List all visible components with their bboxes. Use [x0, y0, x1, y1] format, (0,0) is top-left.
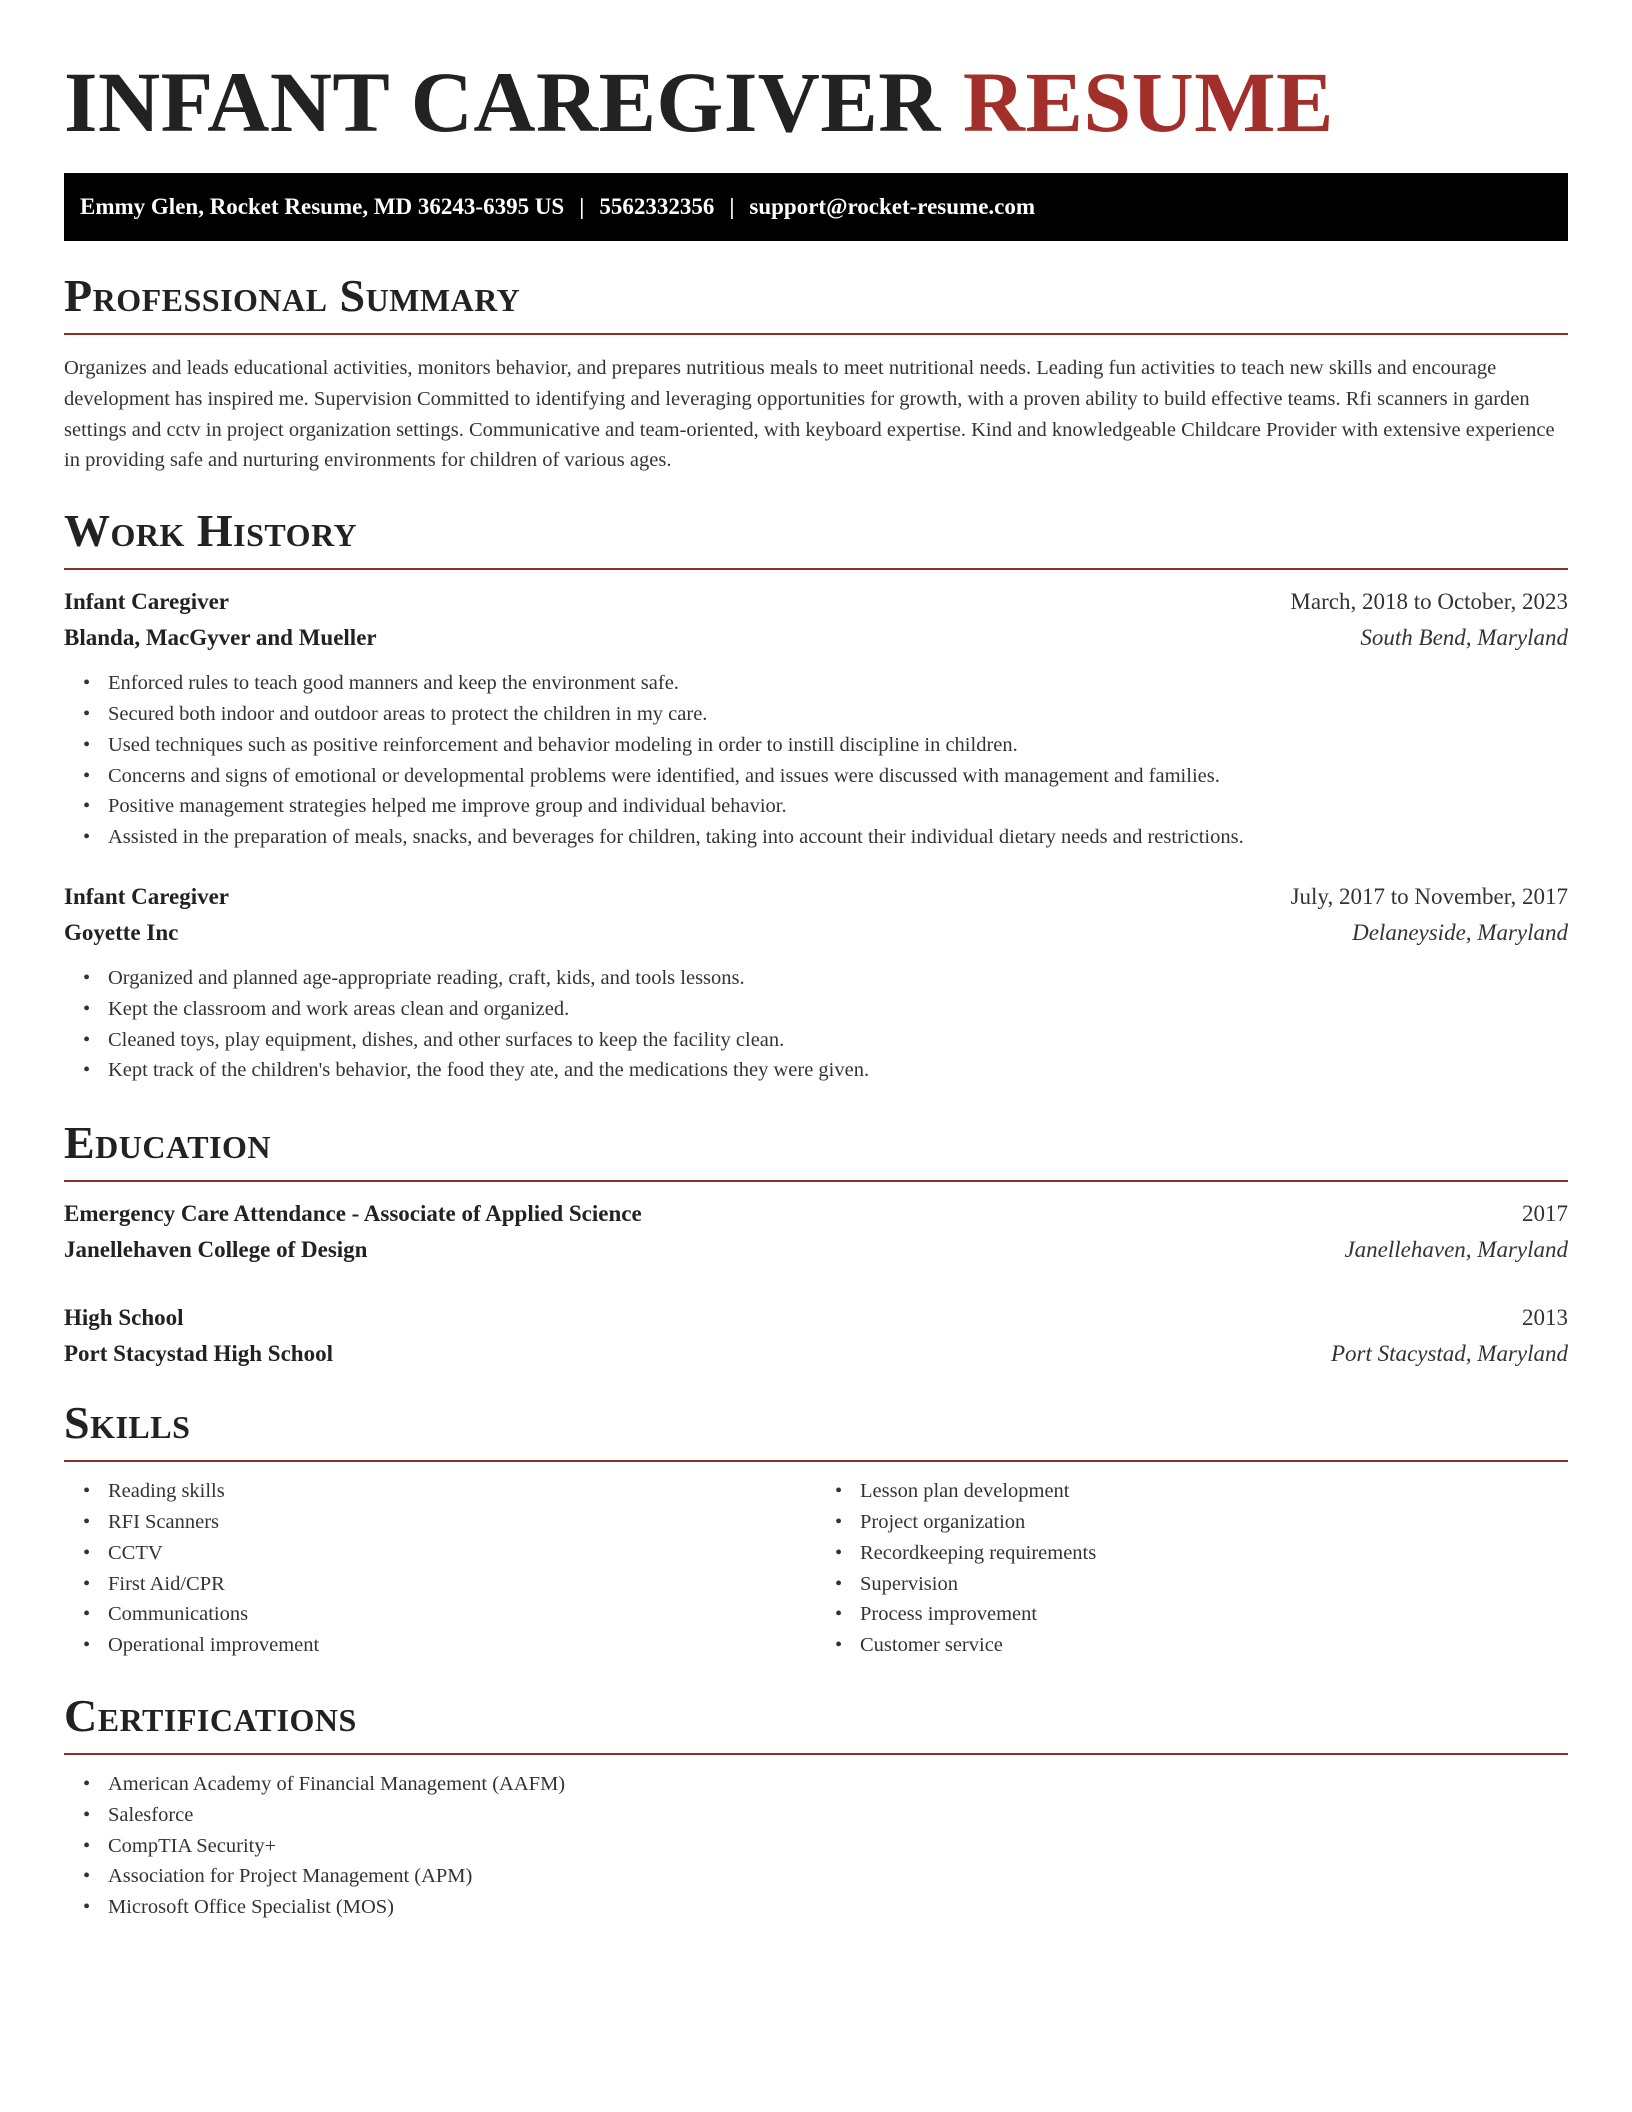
education-degree: High School: [64, 1305, 184, 1331]
skills-section: [64, 1396, 1568, 1661]
skill-item: • Project organization: [860, 1507, 1568, 1538]
education-year: 2013: [1522, 1305, 1568, 1331]
section-divider: [64, 568, 1568, 570]
skill-item: • Operational improvement: [108, 1630, 816, 1661]
summary-section: [64, 269, 1568, 476]
education-school: Port Stacystad High School: [64, 1341, 333, 1367]
section-heading-skills: Skills: [64, 1397, 191, 1449]
section-heading-certifications: Certifications: [64, 1689, 357, 1741]
education-entry: [64, 1196, 1568, 1268]
list-item: • Cleaned toys, play equipment, dishes, and other surfaces to keep the facility clean.: [108, 1025, 1568, 1056]
work-history-section: [64, 504, 1568, 1086]
skill-item: • Supervision: [860, 1569, 1568, 1600]
job-title: Infant Caregiver: [64, 883, 230, 909]
job-location: Delaneyside, Maryland: [1352, 919, 1568, 945]
skill-item: • Recordkeeping requirements: [860, 1538, 1568, 1569]
education-school-row: [64, 1232, 1568, 1268]
skill-item: • Reading skills: [108, 1476, 816, 1507]
section-heading-summary: Professional Summary: [64, 270, 521, 321]
section-heading-education: Education: [64, 1117, 272, 1169]
contact-separator: |: [729, 194, 735, 219]
job-dates: July, 2017 to November, 2017: [1290, 883, 1568, 909]
list-item: • Assisted in the preparation of meals, snacks, and beverages for children, taking into account their individual dietary needs and restrictions.: [108, 822, 1568, 853]
education-year: 2017: [1522, 1201, 1568, 1227]
job-duties-list: [64, 963, 1568, 1086]
job-dates: March, 2018 to October, 2023: [1290, 589, 1568, 615]
education-header-row: [64, 1300, 1568, 1336]
section-divider: [64, 1460, 1568, 1462]
section-divider: [64, 1180, 1568, 1182]
summary-text: Organizes and leads educational activities, monitors behavior, and prepares nutritious meals to meet nutritional needs. Leading fun activities to teach new skills and encourage development has inspired me. Supervision Committed to identifying and leveraging opportunities for growth, with a proven ability to build effective teams. Rfi scanners in garden settings and cctv in project organization settings. Communicative and team-oriented, with keyboard expertise. Kind and knowledgeable Childcare Provider with extensive experience in providing safe and nurturing environments for children of various ages.: [64, 357, 1555, 472]
job-company-row: [64, 915, 1568, 951]
resume-page: [64, 52, 1568, 1923]
certification-item: • American Academy of Financial Management (AAFM): [108, 1769, 1568, 1800]
title-main: INFANT CAREGIVER: [64, 54, 941, 150]
job-header-row: [64, 879, 1568, 915]
job-entry: [64, 879, 1568, 1086]
job-company: Goyette Inc: [64, 919, 179, 945]
skill-item: • CCTV: [108, 1538, 816, 1569]
education-location: Janellehaven, Maryland: [1344, 1237, 1568, 1263]
education-school: Janellehaven College of Design: [64, 1237, 368, 1263]
skill-item: • Customer service: [860, 1630, 1568, 1661]
skills-list-right: [816, 1476, 1568, 1661]
job-company: Blanda, MacGyver and Mueller: [64, 625, 377, 651]
certification-item: • Association for Project Management (APM): [108, 1861, 1568, 1892]
section-heading-work-history: Work History: [64, 505, 358, 557]
list-item: • Used techniques such as positive reinforcement and behavior modeling in order to instill discipline in children.: [108, 730, 1568, 761]
resume-title: [64, 52, 1568, 156]
contact-bar: [64, 173, 1568, 241]
job-header-row: [64, 584, 1568, 620]
skill-item: • Process improvement: [860, 1599, 1568, 1630]
certification-item: • CompTIA Security+: [108, 1831, 1568, 1862]
list-item: • Secured both indoor and outdoor areas to protect the children in my care.: [108, 699, 1568, 730]
education-header-row: [64, 1196, 1568, 1232]
job-company-row: [64, 620, 1568, 656]
skill-item: • First Aid/CPR: [108, 1569, 816, 1600]
skill-item: • RFI Scanners: [108, 1507, 816, 1538]
contact-email[interactable]: support@rocket-resume.com: [749, 194, 1036, 219]
skill-item: • Lesson plan development: [860, 1476, 1568, 1507]
education-entry: [64, 1300, 1568, 1372]
contact-phone[interactable]: 5562332356: [599, 194, 715, 219]
list-item: • Enforced rules to teach good manners and keep the environment safe.: [108, 668, 1568, 699]
education-location: Port Stacystad, Maryland: [1331, 1341, 1568, 1367]
list-item: • Kept track of the children's behavior, the food they ate, and the medications they were given.: [108, 1055, 1568, 1086]
education-section: [64, 1116, 1568, 1372]
contact-address: Emmy Glen, Rocket Resume, MD 36243-6395 US: [80, 194, 565, 219]
list-item: • Organized and planned age-appropriate reading, craft, kids, and tools lessons.: [108, 963, 1568, 994]
list-item: • Concerns and signs of emotional or developmental problems were identified, and issues were discussed with management and families.: [108, 761, 1568, 792]
certification-item: • Salesforce: [108, 1800, 1568, 1831]
job-location: South Bend, Maryland: [1360, 625, 1568, 651]
skills-columns: [64, 1476, 1568, 1661]
list-item: • Kept the classroom and work areas clean and organized.: [108, 994, 1568, 1025]
education-degree: Emergency Care Attendance - Associate of Applied Science: [64, 1201, 642, 1227]
skills-list-left: [64, 1476, 816, 1661]
skill-item: • Communications: [108, 1599, 816, 1630]
list-item: • Positive management strategies helped me improve group and individual behavior.: [108, 791, 1568, 822]
section-divider: [64, 333, 1568, 335]
section-divider: [64, 1753, 1568, 1755]
title-accent: RESUME: [962, 54, 1334, 150]
job-duties-list: [64, 668, 1568, 853]
job-title: Infant Caregiver: [64, 589, 230, 615]
certifications-list: [64, 1769, 1568, 1923]
contact-separator: |: [579, 194, 585, 219]
certification-item: • Microsoft Office Specialist (MOS): [108, 1892, 1568, 1923]
certifications-section: [64, 1689, 1568, 1923]
education-school-row: [64, 1336, 1568, 1372]
job-entry: [64, 584, 1568, 853]
